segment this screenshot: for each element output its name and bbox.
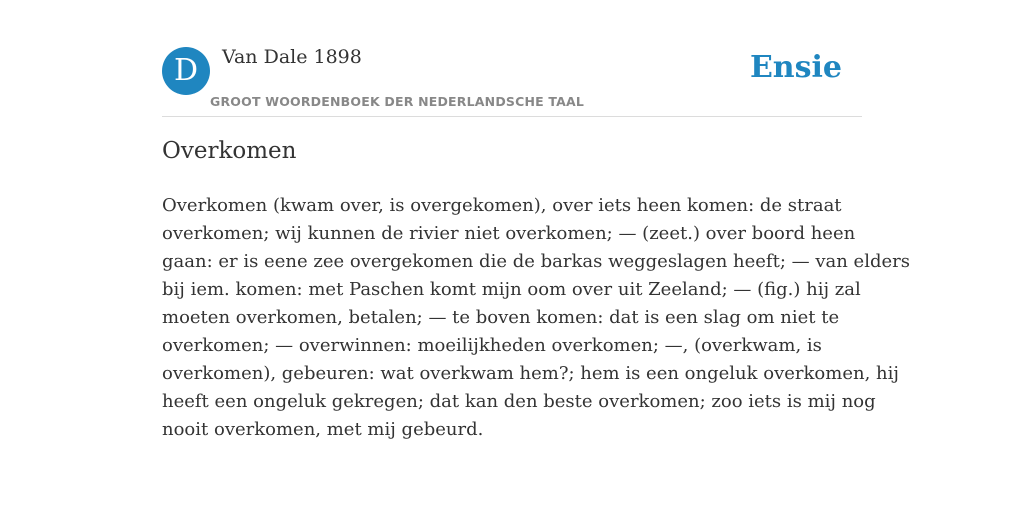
source-title[interactable]: Van Dale 1898 xyxy=(222,46,362,68)
definition-line: moeten overkomen, betalen; — te boven komen: dat is een slag om niet te xyxy=(162,307,840,328)
entry-title: Overkomen xyxy=(162,138,297,164)
definition-line: overkomen), gebeuren: wat overkwam hem?; hem is een ongeluk overkomen, hij xyxy=(162,363,899,384)
definition-line: heeft een ongeluk gekregen; dat kan den beste overkomen; zoo iets is mij nog xyxy=(162,391,876,412)
definition-line: nooit overkomen, met mij gebeurd. xyxy=(162,419,484,440)
source-subtitle: GROOT WOORDENBOEK DER NEDERLANDSCHE TAAL xyxy=(210,94,585,109)
entry-definition xyxy=(162,192,910,444)
definition-line: overkomen; — overwinnen: moeilijkheden overkomen; —, (overkwam, is xyxy=(162,335,822,356)
brand-logo[interactable]: Ensie xyxy=(749,50,842,85)
source-logo[interactable]: D xyxy=(162,47,210,95)
definition-line: Overkomen (kwam over, is overgekomen), over iets heen komen: de straat xyxy=(162,195,842,216)
header xyxy=(162,44,862,117)
definition-line: bij iem. komen: met Paschen komt mijn oom over uit Zeeland; — (fig.) hij zal xyxy=(162,279,861,300)
definition-line: overkomen; wij kunnen de rivier niet overkomen; — (zeet.) over boord heen xyxy=(162,223,856,244)
definition-line: gaan: er is eene zee overgekomen die de barkas weggeslagen heeft; — van elders xyxy=(162,251,910,272)
